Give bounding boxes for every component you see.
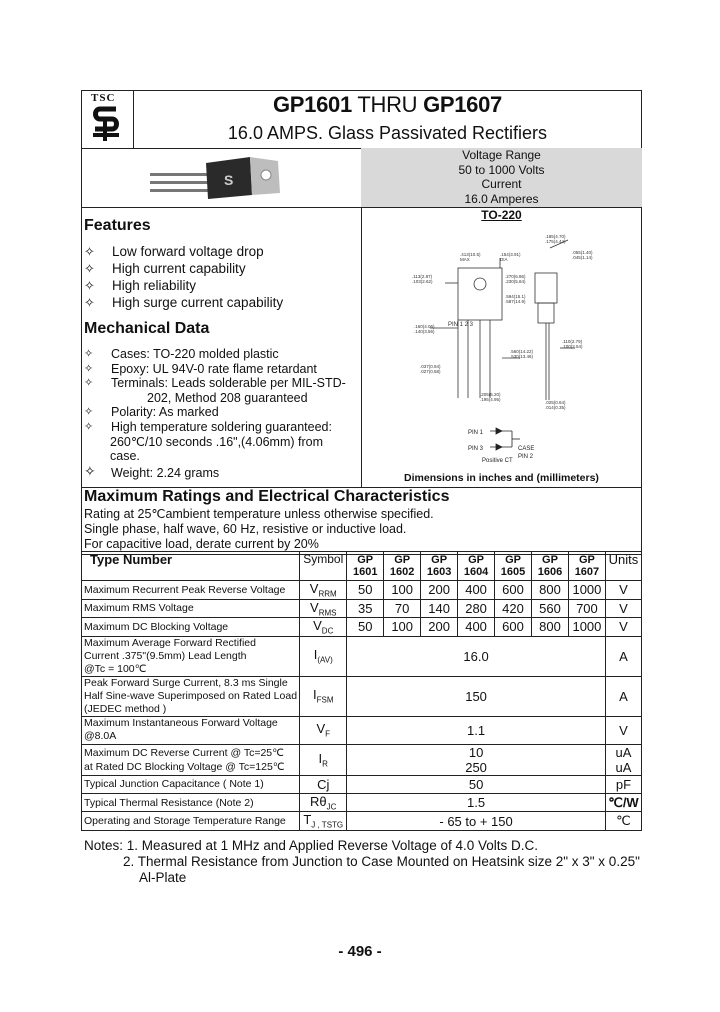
- list-item: ✧ Terminals: Leads solderable per MIL-STD-: [84, 376, 346, 390]
- mechanical-heading: Mechanical Data: [84, 320, 210, 337]
- list-item: ✧ High reliability: [84, 278, 197, 293]
- pin2-label: PIN 2: [518, 454, 534, 460]
- table-row: Maximum Average Forward Rectified Current .375"(9.5mm) Lead Length @Tc = 100℃ $I_{(AV)}$ 16.0 A: [82, 636, 642, 676]
- table-row: Peak Forward Surge Current, 8.3 ms Single Half Sine-wave Superimposed on Rated Load (JEDEC method ) $I_{FSM}$ 150 A: [82, 676, 642, 716]
- svg-text:.530(13.46): .530(13.46): [510, 354, 534, 359]
- package-dimension-drawing: [400, 228, 600, 468]
- table-row: Maximum RMS Voltage $V_{RMS}$ 35 70 140 280 420 560 700 V: [82, 599, 642, 618]
- svg-text:.195(4.95): .195(4.95): [480, 397, 501, 402]
- svg-text:.045(1.14): .045(1.14): [572, 255, 593, 260]
- symbol-header: Symbol: [300, 552, 347, 581]
- features-heading: Features: [84, 217, 151, 234]
- pin1-label: PIN 1: [468, 430, 484, 436]
- svg-text:.230(5.84): .230(5.84): [505, 279, 526, 284]
- positive-ct-label: Positive CT: [482, 458, 513, 464]
- mechanical-list: [84, 347, 359, 481]
- diamond-bullet-icon: ✧: [84, 348, 94, 360]
- diamond-bullet-icon: ✧: [84, 295, 95, 310]
- diamond-bullet-icon: ✧: [84, 406, 94, 418]
- ratings-intro: Rating at 25℃ambient temperature unless otherwise specified. Single phase, half wave, 60 Hz, resistive or inductive load. For capacitive load, derate current by 20%: [84, 507, 434, 551]
- case-label: CASE: [518, 446, 535, 452]
- list-item: ✧ Weight: 2.24 grams: [84, 463, 220, 480]
- svg-text:DIA: DIA: [500, 257, 508, 262]
- voltage-range-box: [361, 148, 642, 207]
- svg-text:.037(0.94): .037(0.94): [420, 364, 441, 369]
- current-value: 16.0 Amperes: [464, 191, 539, 206]
- page-title: GP1601 THRU GP1607: [272, 92, 502, 117]
- list-item: ✧ Polarity: As marked: [84, 405, 219, 419]
- table-row: Operating and Storage Temperature Range $T_{J , TSTG}$ - 65 to + 150 ℃: [82, 812, 642, 831]
- table-row: Maximum DC Reverse Current @ Tc=25℃ at Rated DC Blocking Voltage @ Tc=125℃ $I_R$ 10 250 uA uA: [82, 744, 642, 775]
- dimensions-caption: Dimensions in inches and (millimeters): [404, 472, 599, 484]
- list-item: ✧ Cases: TO-220 molded plastic: [84, 347, 279, 361]
- svg-text:.027(0.68): .027(0.68): [420, 369, 441, 374]
- svg-text:.110(2.79): .110(2.79): [562, 339, 583, 344]
- pin-numbers: PIN 1 2 3: [448, 322, 474, 328]
- svg-text:.160(4.06): .160(4.06): [414, 324, 435, 329]
- svg-text:.100(2.54): .100(2.54): [562, 344, 583, 349]
- svg-text:.560(14.22): .560(14.22): [510, 349, 534, 354]
- pin3-label: PIN 3: [468, 446, 484, 452]
- svg-text:.025(0.64): .025(0.64): [545, 400, 566, 405]
- svg-text:MAX: MAX: [460, 257, 470, 262]
- svg-text:.014(0.35): .014(0.35): [545, 405, 566, 410]
- diamond-bullet-icon: ✧: [84, 377, 94, 389]
- current-label: Current: [481, 177, 522, 191]
- note-1: Notes: 1. Measured at 1 MHz and Applied Reverse Voltage of 4.0 Volts D.C.: [84, 838, 538, 853]
- note-2-continued: Al-Plate: [139, 870, 187, 885]
- page-number: - 496 -: [338, 943, 382, 960]
- note-2: 2. Thermal Resistance from Junction to Case Mounted on Heatsink size 2" x 3" x 0.25": [123, 854, 640, 869]
- table-header-row: [82, 552, 642, 581]
- voltage-range-value: 50 to 1000 Volts: [458, 162, 545, 177]
- package-photo-image: [150, 155, 290, 203]
- svg-text:.205(5.20): .205(5.20): [480, 392, 501, 397]
- list-item-continued: 202, Method 208 guaranteed: [147, 390, 308, 405]
- part-header: GP 1607: [568, 552, 605, 581]
- svg-text:.587(14.9): .587(14.9): [505, 299, 526, 304]
- svg-text:.103(2.62): .103(2.62): [412, 279, 433, 284]
- svg-text:.113(2.87): .113(2.87): [412, 274, 433, 279]
- list-item: ✧ Epoxy: UL 94V-0 rate flame retardant: [84, 361, 317, 376]
- part-header: GP 1605: [495, 552, 532, 581]
- page-subtitle: 16.0 AMPS. Glass Passivated Rectifiers: [227, 123, 548, 143]
- logo: [81, 90, 134, 148]
- logo-text: TSC: [91, 92, 116, 104]
- list-item: ✧ High current capability: [84, 261, 246, 276]
- table-row: Typical Thermal Resistance (Note 2) $R\theta_{JC}$ 1.5 ℃/W: [82, 793, 642, 812]
- diamond-bullet-icon: ✧: [84, 362, 94, 375]
- features-list: [84, 244, 359, 312]
- part-header: GP 1601: [347, 552, 384, 581]
- table-row: Maximum Instantaneous Forward Voltage @8.0A $V_F$ 1.1 V: [82, 716, 642, 744]
- diamond-bullet-icon: ✧: [84, 244, 95, 259]
- table-row: Maximum DC Blocking Voltage $V_{DC}$ 50 100 200 400 600 800 1000 V: [82, 618, 642, 637]
- ratings-heading: Maximum Ratings and Electrical Characteristics: [84, 488, 450, 505]
- part-header: GP 1606: [532, 552, 569, 581]
- table-row: Typical Junction Capacitance ( Note 1) Cj 50 pF: [82, 775, 642, 793]
- svg-text:.270(6.86): .270(6.86): [505, 274, 526, 279]
- svg-text:.055(1.40): .055(1.40): [572, 250, 593, 255]
- svg-text:.594(15.1): .594(15.1): [505, 294, 526, 299]
- package-name: TO-220: [481, 208, 522, 222]
- notes: [84, 838, 640, 886]
- svg-text:.413(10.5): .413(10.5): [460, 252, 481, 257]
- list-item-continued: 260℃/10 seconds .16",(4.06mm) from: [110, 435, 324, 449]
- ratings-table: [81, 551, 642, 831]
- list-item: ✧ High temperature soldering guaranteed:: [84, 419, 332, 434]
- part-header: GP 1603: [421, 552, 458, 581]
- svg-text:.185(4.70): .185(4.70): [545, 234, 566, 239]
- svg-text:S: S: [224, 172, 234, 188]
- list-item: ✧ Low forward voltage drop: [84, 244, 264, 259]
- part-header: GP 1602: [384, 552, 421, 581]
- tsc-logo-icon: [90, 105, 122, 143]
- units-header: Units: [605, 552, 641, 581]
- diamond-bullet-icon: ✧: [84, 261, 95, 276]
- part-header: GP 1604: [458, 552, 495, 581]
- svg-text:.175(4.44): .175(4.44): [545, 239, 566, 244]
- type-number-header: Type Number: [82, 552, 300, 581]
- list-item: ✧ High surge current capability: [84, 295, 284, 310]
- table-row: Maximum Recurrent Peak Reverse Voltage $V_{RRM}$ 50 100 200 400 600 800 1000 V: [82, 581, 642, 600]
- voltage-range-label: Voltage Range: [462, 148, 541, 162]
- diamond-bullet-icon: ✧: [84, 278, 95, 293]
- diamond-bullet-icon: ✧: [84, 420, 94, 433]
- svg-text:.154(3.91): .154(3.91): [500, 252, 521, 257]
- list-item-continued: case.: [110, 449, 140, 463]
- diamond-bullet-icon: ✧: [84, 463, 96, 479]
- svg-text:.140(3.56): .140(3.56): [414, 329, 435, 334]
